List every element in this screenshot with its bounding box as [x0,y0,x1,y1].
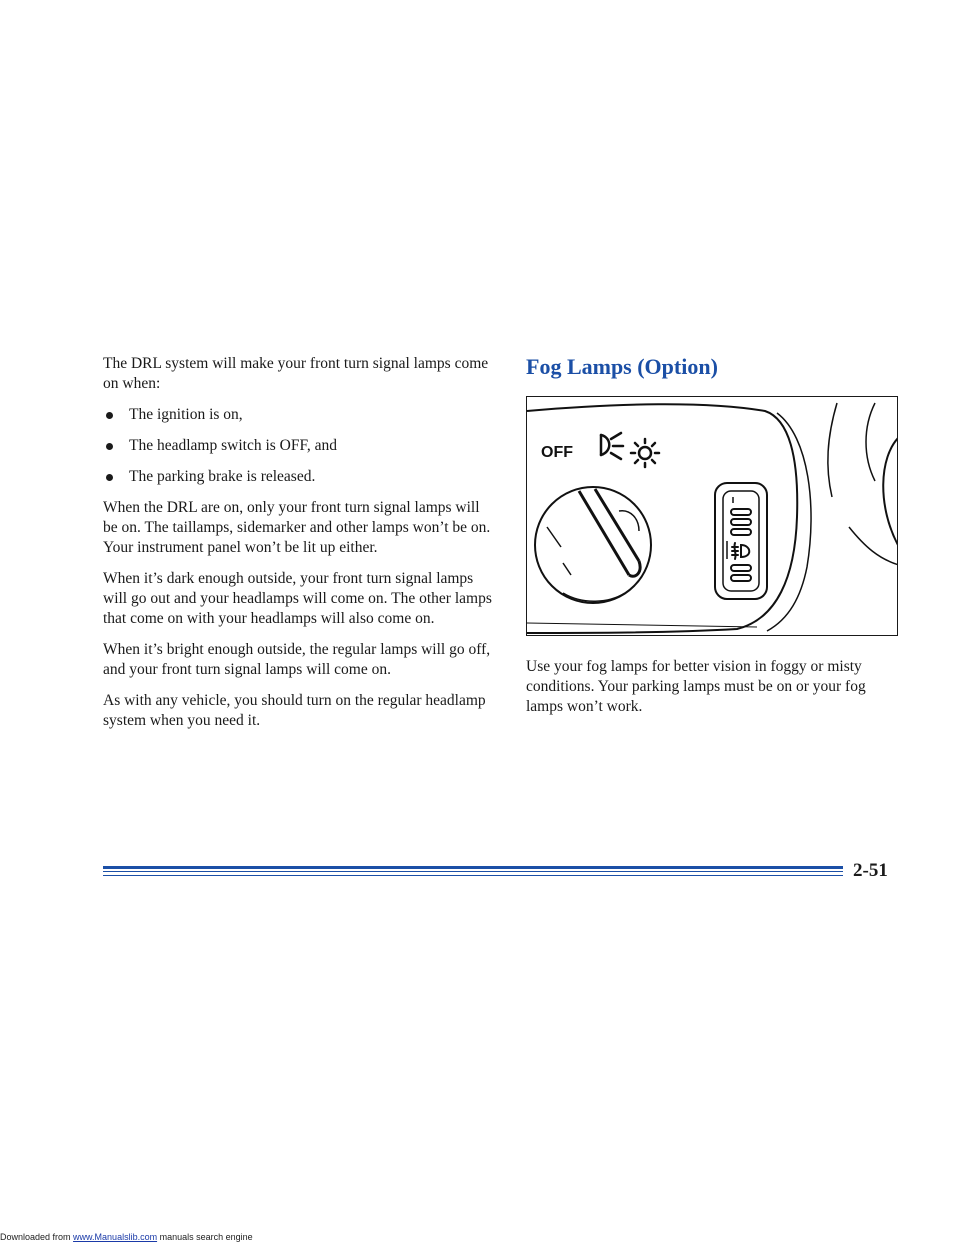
headlamp-knob [535,487,651,603]
fog-lamp-switch [715,483,767,599]
list-item: The ignition is on, [103,405,498,425]
parking-lamp-icon [601,433,623,459]
page-number: 2-51 [853,860,888,881]
fog-lamps-description: Use your fog lamps for better vision in foggy or misty conditions. Your parking lamps must be on or your fog lamps won’t work. [526,658,866,715]
section-title: Fog Lamps (Option) [526,354,718,379]
list-item: The headlamp switch is OFF, and [103,436,498,456]
paragraph: When the DRL are on, only your front turn signal lamps will be on. The taillamps, sidemarker and other lamps won’t be on. Your instrument panel won’t be lit up either. [103,499,491,556]
list-item: The parking brake is released. [103,467,498,487]
paragraph: As with any vehicle, you should turn on the regular headlamp system when you need it. [103,692,486,729]
drl-conditions-list [103,405,498,487]
paragraph: When it’s bright enough outside, the regular lamps will go off, and your front turn signal lamps will come on. [103,641,491,678]
right-column [526,354,898,733]
left-column [103,354,498,742]
bullet-icon [106,412,113,419]
page-rule [103,858,843,878]
headlamp-icon [631,439,659,467]
manualslib-link[interactable]: www.Manualslib.com [73,1232,158,1242]
bullet-icon [106,474,113,481]
drl-intro: The DRL system will make your front turn signal lamps come on when: [103,355,489,392]
fog-lamp-icon [732,543,749,559]
headlamp-switch-illustration [526,396,898,636]
paragraph: When it’s dark enough outside, your front turn signal lamps will go out and your headlamps will come on. The other lamps that come on with your headlamps will also come on. [103,570,492,627]
off-label: OFF [541,444,573,461]
download-footer: Downloaded from www.Manualslib.com manuals search engine [0,1232,960,1242]
bullet-icon [106,443,113,450]
